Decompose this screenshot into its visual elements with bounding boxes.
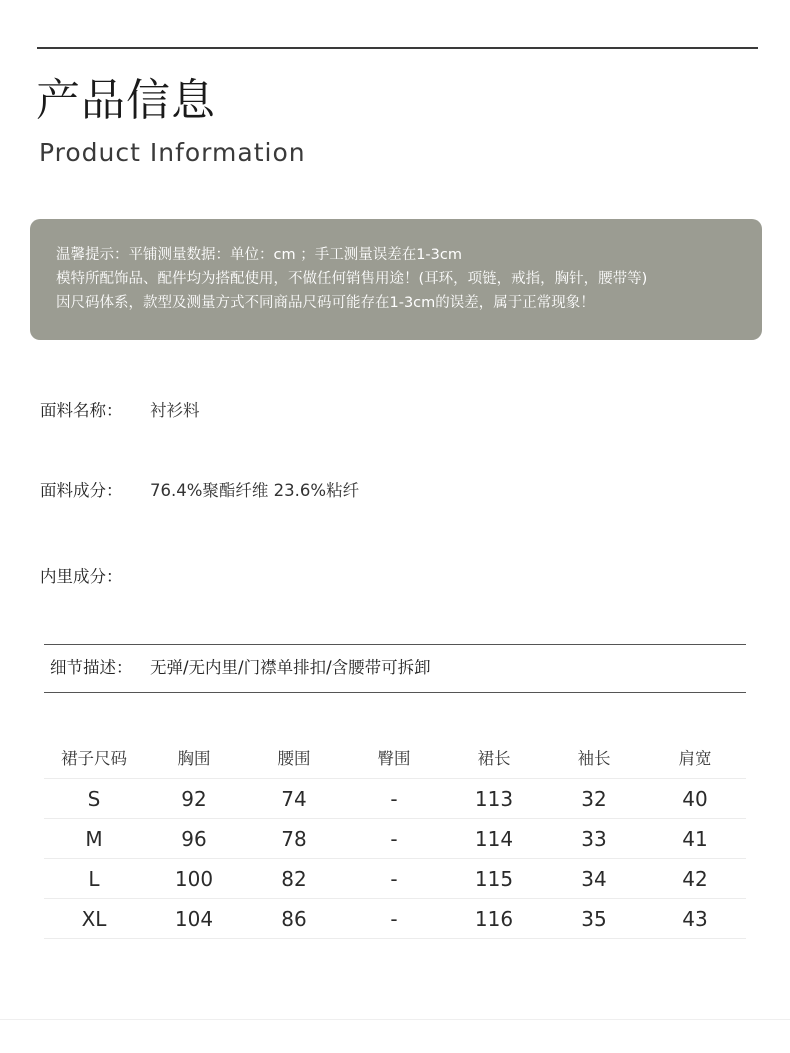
table-row <box>44 779 746 819</box>
details-label: 细节描述： <box>50 658 133 677</box>
size-table-header <box>44 739 746 779</box>
cell-skirt-length: 116 <box>474 907 514 931</box>
cell-bust: 92 <box>181 787 207 811</box>
table-row <box>44 859 746 899</box>
top-divider <box>37 47 758 49</box>
cell-shoulder-width: 43 <box>682 907 708 931</box>
cell-waist: 78 <box>281 827 307 851</box>
header-waist: 腰围 <box>277 749 311 768</box>
cell-skirt-length: 114 <box>474 827 514 851</box>
cell-size: L <box>88 867 100 891</box>
table-row <box>44 819 746 859</box>
header-bust: 胸围 <box>177 749 211 768</box>
lining-label: 内里成分： <box>40 567 123 586</box>
notice-line-measurement: 温馨提示：平铺测量数据：单位：cm ；手工测量误差在1-3cm <box>56 247 462 263</box>
cell-shoulder-width: 41 <box>682 827 708 851</box>
header-size: 裙子尺码 <box>61 749 127 768</box>
cell-bust: 96 <box>181 827 207 851</box>
cell-shoulder-width: 42 <box>682 867 708 891</box>
cell-size: S <box>87 787 101 811</box>
fabric-composition-value: 76.4%聚酯纤维 23.6%粘纤 <box>150 481 360 500</box>
cell-size: M <box>85 827 103 851</box>
header-sleeve-length: 袖长 <box>577 749 611 768</box>
cell-sleeve-length: 33 <box>581 827 607 851</box>
cell-skirt-length: 115 <box>474 867 514 891</box>
cell-hip: - <box>390 827 398 851</box>
cell-skirt-length: 113 <box>474 787 514 811</box>
cell-waist: 82 <box>281 867 307 891</box>
cell-hip: - <box>390 787 398 811</box>
table-row <box>44 899 746 939</box>
cell-hip: - <box>390 907 398 931</box>
header-hip: 臀围 <box>377 749 411 768</box>
header-skirt-length: 裙长 <box>477 749 511 768</box>
cell-sleeve-length: 32 <box>581 787 607 811</box>
size-table <box>44 739 746 939</box>
cell-waist: 74 <box>281 787 307 811</box>
cell-shoulder-width: 40 <box>682 787 708 811</box>
bottom-divider <box>0 1019 790 1020</box>
cell-waist: 86 <box>281 907 307 931</box>
cell-sleeve-length: 34 <box>581 867 607 891</box>
cell-hip: - <box>390 867 398 891</box>
cell-bust: 104 <box>174 907 214 931</box>
notice-box <box>30 219 762 340</box>
header-shoulder-width: 肩宽 <box>678 749 712 768</box>
page-title: 产品信息 <box>36 75 216 126</box>
notice-line-size-variance: 因尺码体系，款型及测量方式不同商品尺码可能存在1-3cm的误差，属于正常现象！ <box>56 295 595 311</box>
cell-sleeve-length: 35 <box>581 907 607 931</box>
notice-line-accessories: 模特所配饰品、配件均为搭配使用，不做任何销售用途！(耳环，项链，戒指，胸针，腰带等) <box>56 271 648 287</box>
fabric-name-value: 衬衫料 <box>150 401 200 420</box>
page-subtitle: Product Information <box>39 138 306 167</box>
details-divider-bottom <box>44 692 746 693</box>
details-divider-top <box>44 644 746 645</box>
fabric-composition-label: 面料成分： <box>40 481 123 500</box>
cell-bust: 100 <box>174 867 214 891</box>
details-value: 无弹/无内里/门襟单排扣/含腰带可拆卸 <box>150 658 431 677</box>
cell-size: XL <box>81 907 107 931</box>
fabric-name-label: 面料名称： <box>40 401 123 420</box>
